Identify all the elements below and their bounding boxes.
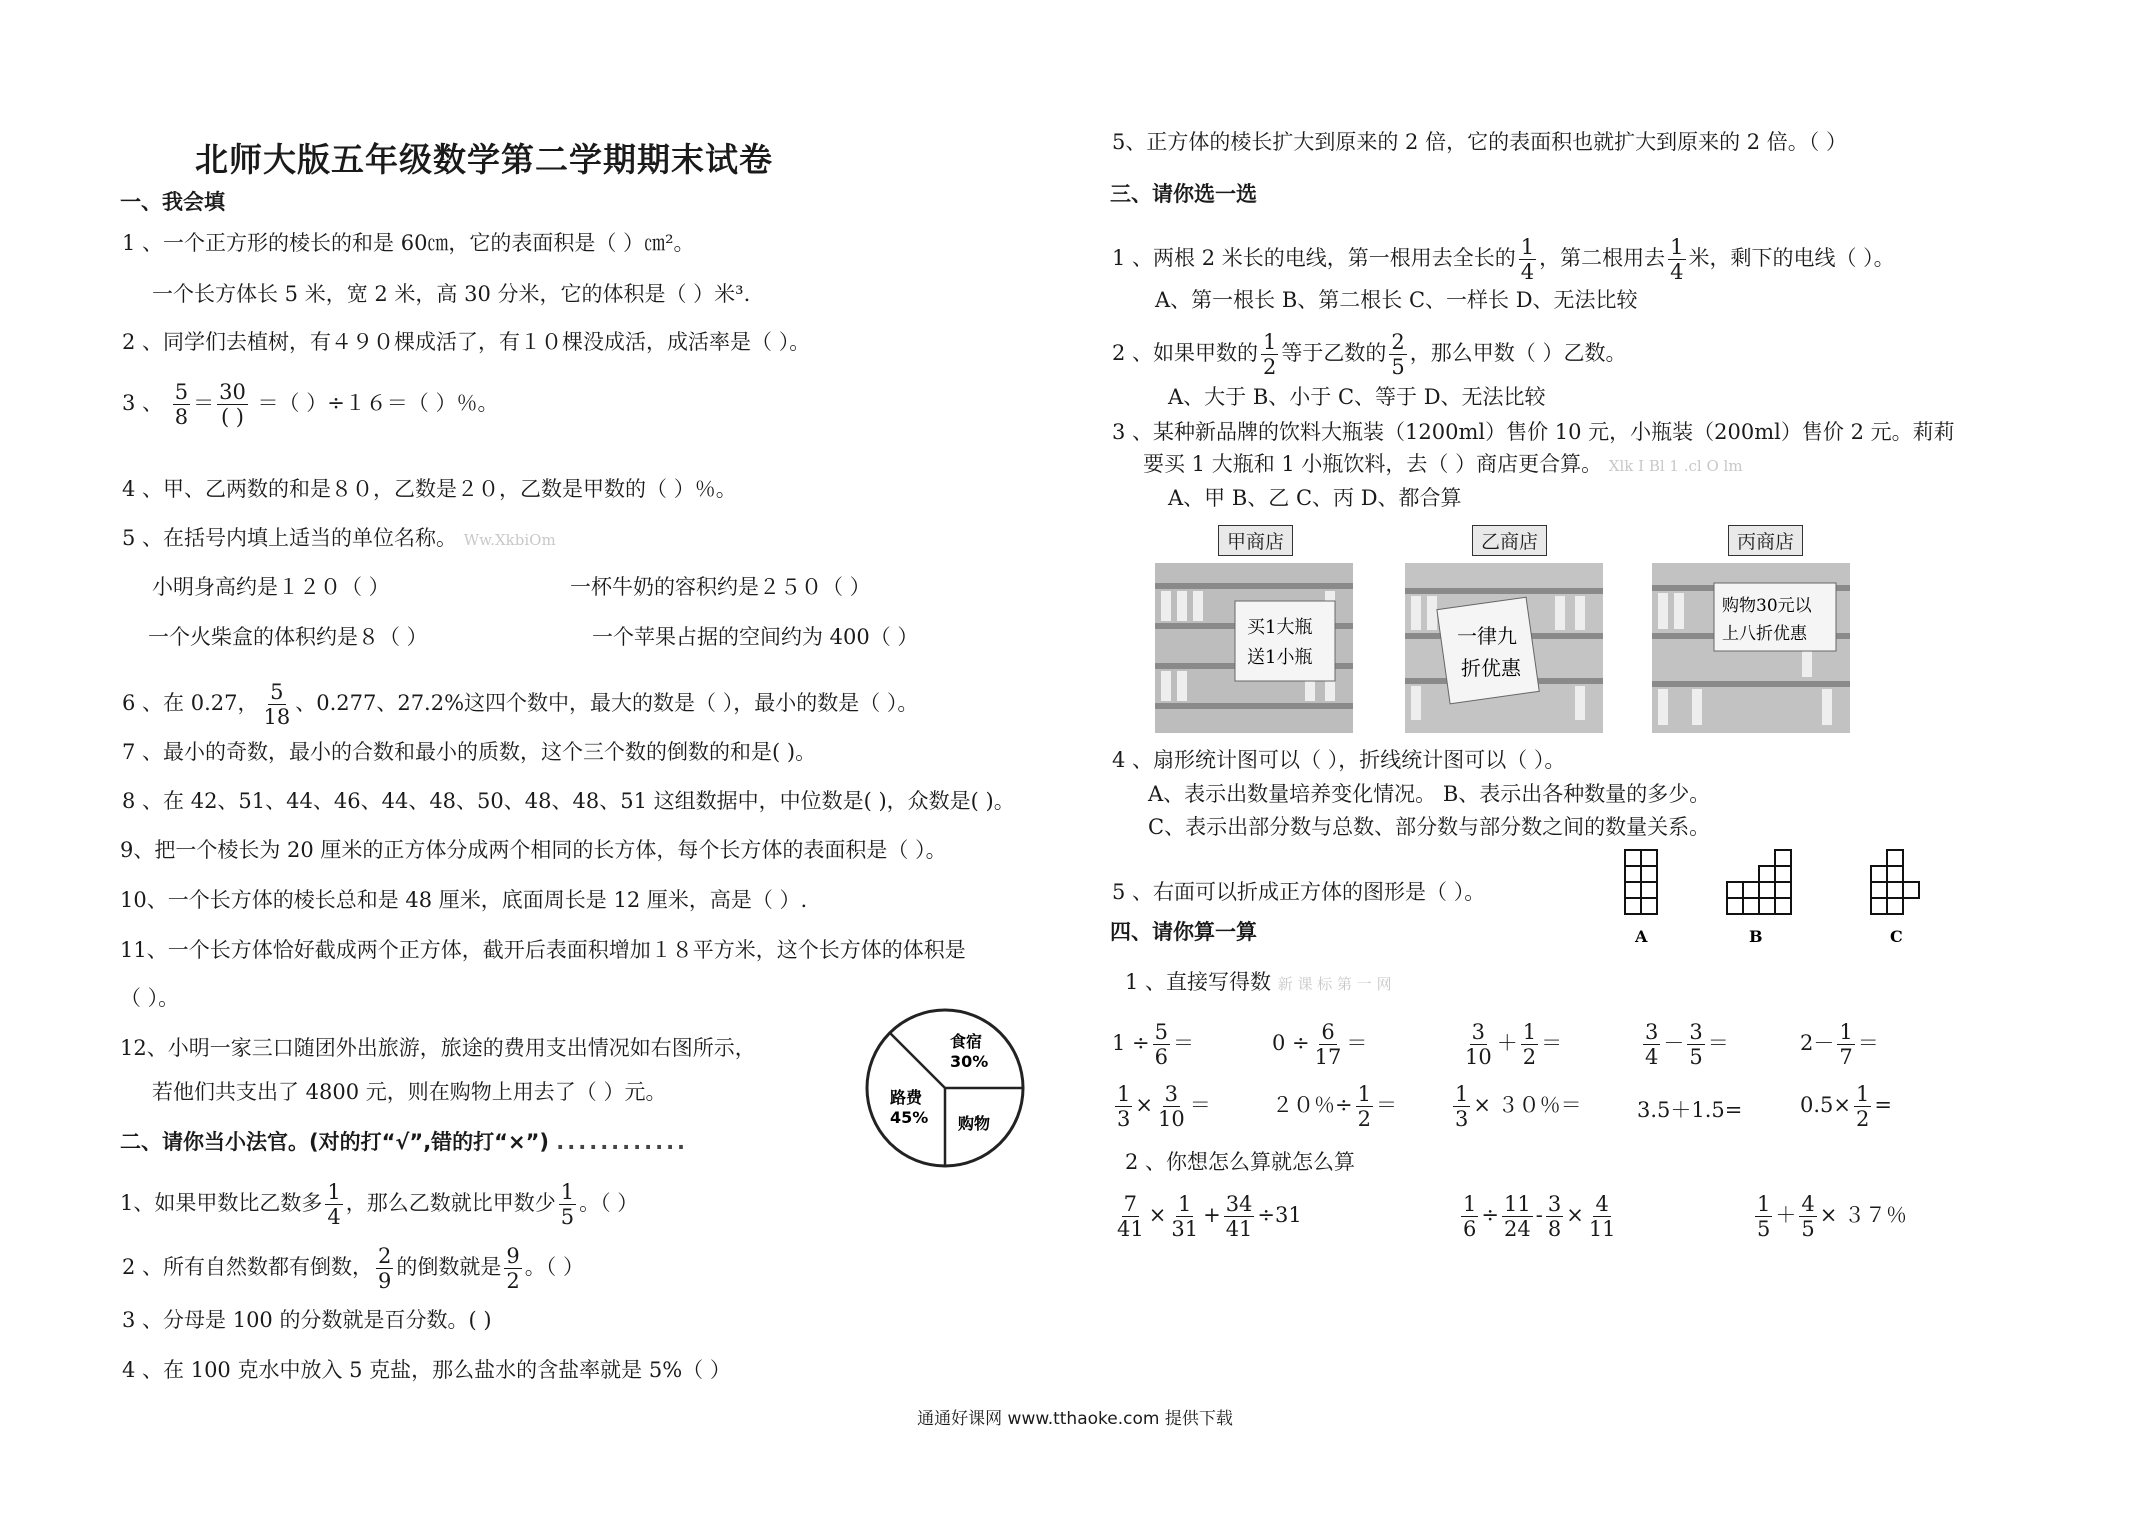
q2-1-prefix: 1、如果甲数比乙数多 [120,1191,323,1215]
watermark: Xlk I Bl 1 .cl O lm [1608,457,1743,475]
cube-net-b [1727,850,1791,914]
q1-6-prefix: 6 、在 0.27， [122,691,259,715]
q1-12a: 12、小明一家三口随团外出旅游，旅途的费用支出情况如右图所示， [120,1036,756,1060]
watermark: Ww.XkbiOm [463,531,556,549]
q1-5c: 一个火柴盒的体积约是８（ ） [148,625,428,649]
q3-1-mid: ，第二根用去 [1539,246,1666,270]
q4-1-heading-text: 1 、直接写得数 [1125,970,1272,994]
q2-3: 3 、分母是 100 的分数就是百分数。( ) [122,1308,492,1332]
store-label-jia: 甲商店 [1218,525,1293,556]
store-sign-line: 折优惠 [1461,656,1521,680]
fraction [1389,330,1406,379]
q2-2-mid: 的倒数就是 [396,1255,502,1279]
q3-2-prefix: 2 、如果甲数的 [1112,341,1259,365]
numerator: 1 [327,1180,341,1204]
fraction [217,380,248,429]
q2-1-mid: ，那么乙数就比甲数少 [345,1191,556,1215]
q3-1-options: A、第一根长 B、第二根长 C、一样长 D、无法比较 [1155,288,1638,312]
q1-3-prefix: 3 、 [122,391,164,415]
fraction [376,1244,393,1293]
numerator: 5 [270,680,284,704]
q3-4-option-ab: A、表示出数量培养变化情况。 B、表示出各种数量的多少。 [1148,782,1711,806]
numerator: 1 [1670,235,1684,259]
calc-text: × ３７％ [1819,1203,1908,1227]
numerator: 5 [174,380,189,404]
pie-pct-travel: 45% [890,1108,929,1127]
calc-1-1: 1 ÷ $\frac{5}{6}$ ＝ [1112,1020,1195,1069]
denominator: ( ) [220,405,244,429]
fraction [504,1244,521,1293]
q1-5 [122,524,556,554]
denominator: 9 [378,1269,392,1293]
page-title: 北师大版五年级数学第二学期期末试卷 [195,140,773,179]
q2-2-suffix: 。（ ） [524,1255,584,1279]
q3-2-suffix: ，那么甲数（ ）乙数。 [1409,341,1627,365]
denominator: 4 [327,1205,341,1229]
q1-8: 8 、在 42、51、44、46、44、48、50、48、48、51 这组数据中，中位数是( )，众数是( )。 [122,789,1015,813]
q1-4: 4 、甲、乙两数的和是８０，乙数是２０，乙数是甲数的（ ）％。 [122,477,737,501]
denominator: 5 [560,1205,575,1229]
fraction [1261,330,1278,379]
numerator: 1 [1520,235,1535,259]
calc-3-1: $\frac{7}{41}$ × $\frac{1}{31}$ + $\frac{34}{41}$ ÷31 [1117,1192,1302,1241]
calc-2-1: $\frac{1}{3}$ × $\frac{3}{10}$ ＝ [1117,1082,1211,1131]
section-4-heading: 四、请你算一算 [1110,920,1257,944]
q1-5b: 一杯牛奶的容积约是２５０（ ） [570,575,871,599]
q3-1-suffix: 米，剩下的电线（ ）。 [1688,246,1895,270]
store-photo-bing [1652,563,1850,733]
denominator: 8 [174,405,189,429]
store-photo-yi [1405,563,1603,733]
store-photo-jia [1155,563,1353,733]
numerator: 1 [560,1180,575,1204]
q1-7: 7 、最小的奇数，最小的合数和最小的质数，这个三个数的倒数的和是( )。 [122,740,817,764]
q3-3b-text: 要买 1 大瓶和 1 小瓶饮料，去（ ）商店更合算。 [1143,452,1603,476]
numerator: 2 [378,1244,392,1268]
q3-4: 4 、扇形统计图可以（ ），折线统计图可以（ ）。 [1112,748,1566,772]
fraction [325,1180,342,1229]
q2-4: 4 、在 100 克水中放入 5 克盐，那么盐水的含盐率就是 5%（ ） [122,1358,731,1382]
calc-1-5: 2－ $\frac{1}{7}$ ＝ [1800,1020,1879,1069]
pie-label-shopping: 购物 [958,1114,991,1133]
cube-net-label: B [1749,927,1763,946]
calc-text: ２０％÷ [1272,1093,1353,1117]
denominator: 2 [506,1269,520,1293]
numerator: 30 [219,380,246,404]
dotted-leader: ............ [556,1130,689,1154]
calc-2-5: 0.5× $\frac{1}{2}$ = [1800,1082,1892,1131]
q4-1-heading [1125,968,1392,998]
cube-net-label: A [1635,927,1648,946]
calc-1-3: $\frac{3}{10}$ ＋ $\frac{1}{2}$ ＝ [1465,1020,1563,1069]
fraction [173,380,190,429]
q4-2-heading: 2 、你想怎么算就怎么算 [1125,1150,1356,1174]
store-sign-line: 购物30元以 [1722,596,1812,616]
q1-10: 10、一个长方体的棱长总和是 48 厘米，底面周长是 12 厘米，高是（ ）. [120,888,808,912]
page-footer: 通通好课网 www.tthaoke.com 提供下载 [917,1409,1233,1429]
store-sign-line: 买1大瓶 [1247,617,1313,638]
q1-11b: （ ）。 [120,986,180,1010]
q2-5: 5、正方体的棱长扩大到原来的 2 倍，它的表面积也就扩大到原来的 2 倍。（ ） [1112,130,1847,154]
pie-pct-food: 30% [950,1052,989,1071]
q3-3b [1143,450,1743,480]
cube-net-a [1625,850,1657,914]
q1-3: 3 、 $\frac{5}{8}$ ＝ $\frac{30}{( )}$ ＝（ ）÷１６＝（ ）％。 [122,380,499,429]
section-2-heading-text: 二、请你当小法官。(对的打“√”,错的打“×”) [120,1130,549,1154]
denominator: 18 [263,705,291,729]
calc-1-4: $\frac{3}{4}$ － $\frac{3}{5}$ ＝ [1645,1020,1729,1069]
q1-5-text: 5 、在括号内填上适当的单位名称。 [122,526,458,550]
q1-6 [122,680,918,729]
fraction [261,680,292,729]
q1-2: 2 、同学们去植树，有４９０棵成活了，有１０棵没成活，成活率是（ ）。 [122,330,811,354]
q3-2 [1112,330,1626,379]
numerator: 1 [1263,330,1277,354]
numerator: 2 [1391,330,1405,354]
q1-12b: 若他们共支出了 4800 元，则在购物上用去了（ ）元。 [152,1080,667,1104]
denominator: 4 [1520,260,1535,284]
store-sign-line: 一律九 [1457,624,1517,648]
denominator: 2 [1263,355,1277,379]
q1-6-suffix: 、0.277、27.2%这四个数中，最大的数是（ ），最小的数是（ ）。 [295,691,919,715]
q1-1a: 1 、一个正方形的棱长的和是 60㎝，它的表面积是（ ）㎝²。 [122,231,695,255]
fraction [1668,235,1685,284]
store-label-yi: 乙商店 [1472,525,1547,556]
calc-2-2: ２０％÷ $\frac{1}{2}$ ＝ [1272,1082,1397,1131]
store-label-bing: 丙商店 [1728,525,1803,556]
cube-net-label: C [1890,927,1903,946]
calc-3-3: $\frac{1}{5}$ ＋ $\frac{4}{5}$ × ３７％ [1757,1192,1908,1241]
q2-1-suffix: 。（ ） [579,1191,639,1215]
expense-pie-chart [860,1003,1030,1173]
q1-9: 9、把一个棱长为 20 厘米的正方体分成两个相同的长方体，每个长方体的表面积是（ ）。 [120,838,947,862]
section-3-heading: 三、请你选一选 [1110,182,1257,206]
q1-3-suffix: ＝（ ）÷１６＝（ ）％。 [257,391,499,415]
q1-1b: 一个长方体长 5 米，宽 2 米，高 30 分米，它的体积是（ ）米³. [152,282,751,306]
fraction [559,1180,576,1229]
calc-text: × ３０％＝ [1473,1093,1582,1117]
q3-1 [1112,235,1895,284]
cube-net-c [1871,850,1919,914]
q2-2-prefix: 2 、所有自然数都有倒数， [122,1255,374,1279]
q3-3a: 3 、某种新品牌的饮料大瓶装（1200ml）售价 10 元，小瓶装（200ml）售价 2 元。莉莉 [1112,420,1955,444]
cube-nets-figure [1615,846,1945,956]
pie-label-food: 食宿 [950,1032,983,1051]
numerator: 9 [506,1244,520,1268]
calc-1-2: 0 ÷ $\frac{6}{17}$ ＝ [1272,1020,1368,1069]
calc-2-3: $\frac{1}{3}$ × ３０％＝ [1455,1082,1582,1131]
q2-1 [120,1180,638,1229]
calc-2-4: 3.5＋1.5= [1637,1098,1743,1122]
q3-1-prefix: 1 、两根 2 米长的电线，第一根用去全长的 [1112,246,1516,270]
q3-5: 5 、右面可以折成正方体的图形是（ ）。 [1112,880,1486,904]
q3-4-option-c: C、表示出部分数与总数、部分数与部分数之间的数量关系。 [1148,815,1711,839]
section-2-heading [120,1128,688,1156]
denominator: 5 [1391,355,1405,379]
q1-5a: 小明身高约是１２０（ ） [152,575,390,599]
watermark: 新 课 标 第 一 网 [1277,975,1392,993]
store-sign-line: 送1小瓶 [1247,647,1313,668]
pie-label-travel: 路费 [890,1088,923,1107]
q3-2-options: A、大于 B、小于 C、等于 D、无法比较 [1168,385,1546,409]
q2-2 [122,1244,584,1293]
q1-5d: 一个苹果占据的空间约为 400（ ） [592,625,919,649]
q3-2-mid: 等于乙数的 [1281,341,1387,365]
denominator: 4 [1670,260,1684,284]
q3-3-options: A、甲 B、乙 C、丙 D、都合算 [1168,486,1462,510]
calc-3-2: $\frac{1}{6}$ ÷ $\frac{11}{24}$ - $\frac{3}{8}$ × $\frac{4}{11}$ [1463,1192,1616,1241]
store-sign-line: 上八折优惠 [1722,624,1807,644]
section-1-heading: 一、我会填 [120,190,225,214]
q1-11: 11、一个长方体恰好截成两个正方体，截开后表面积增加１８平方米，这个长方体的体积是 [120,938,966,962]
fraction [1519,235,1536,284]
